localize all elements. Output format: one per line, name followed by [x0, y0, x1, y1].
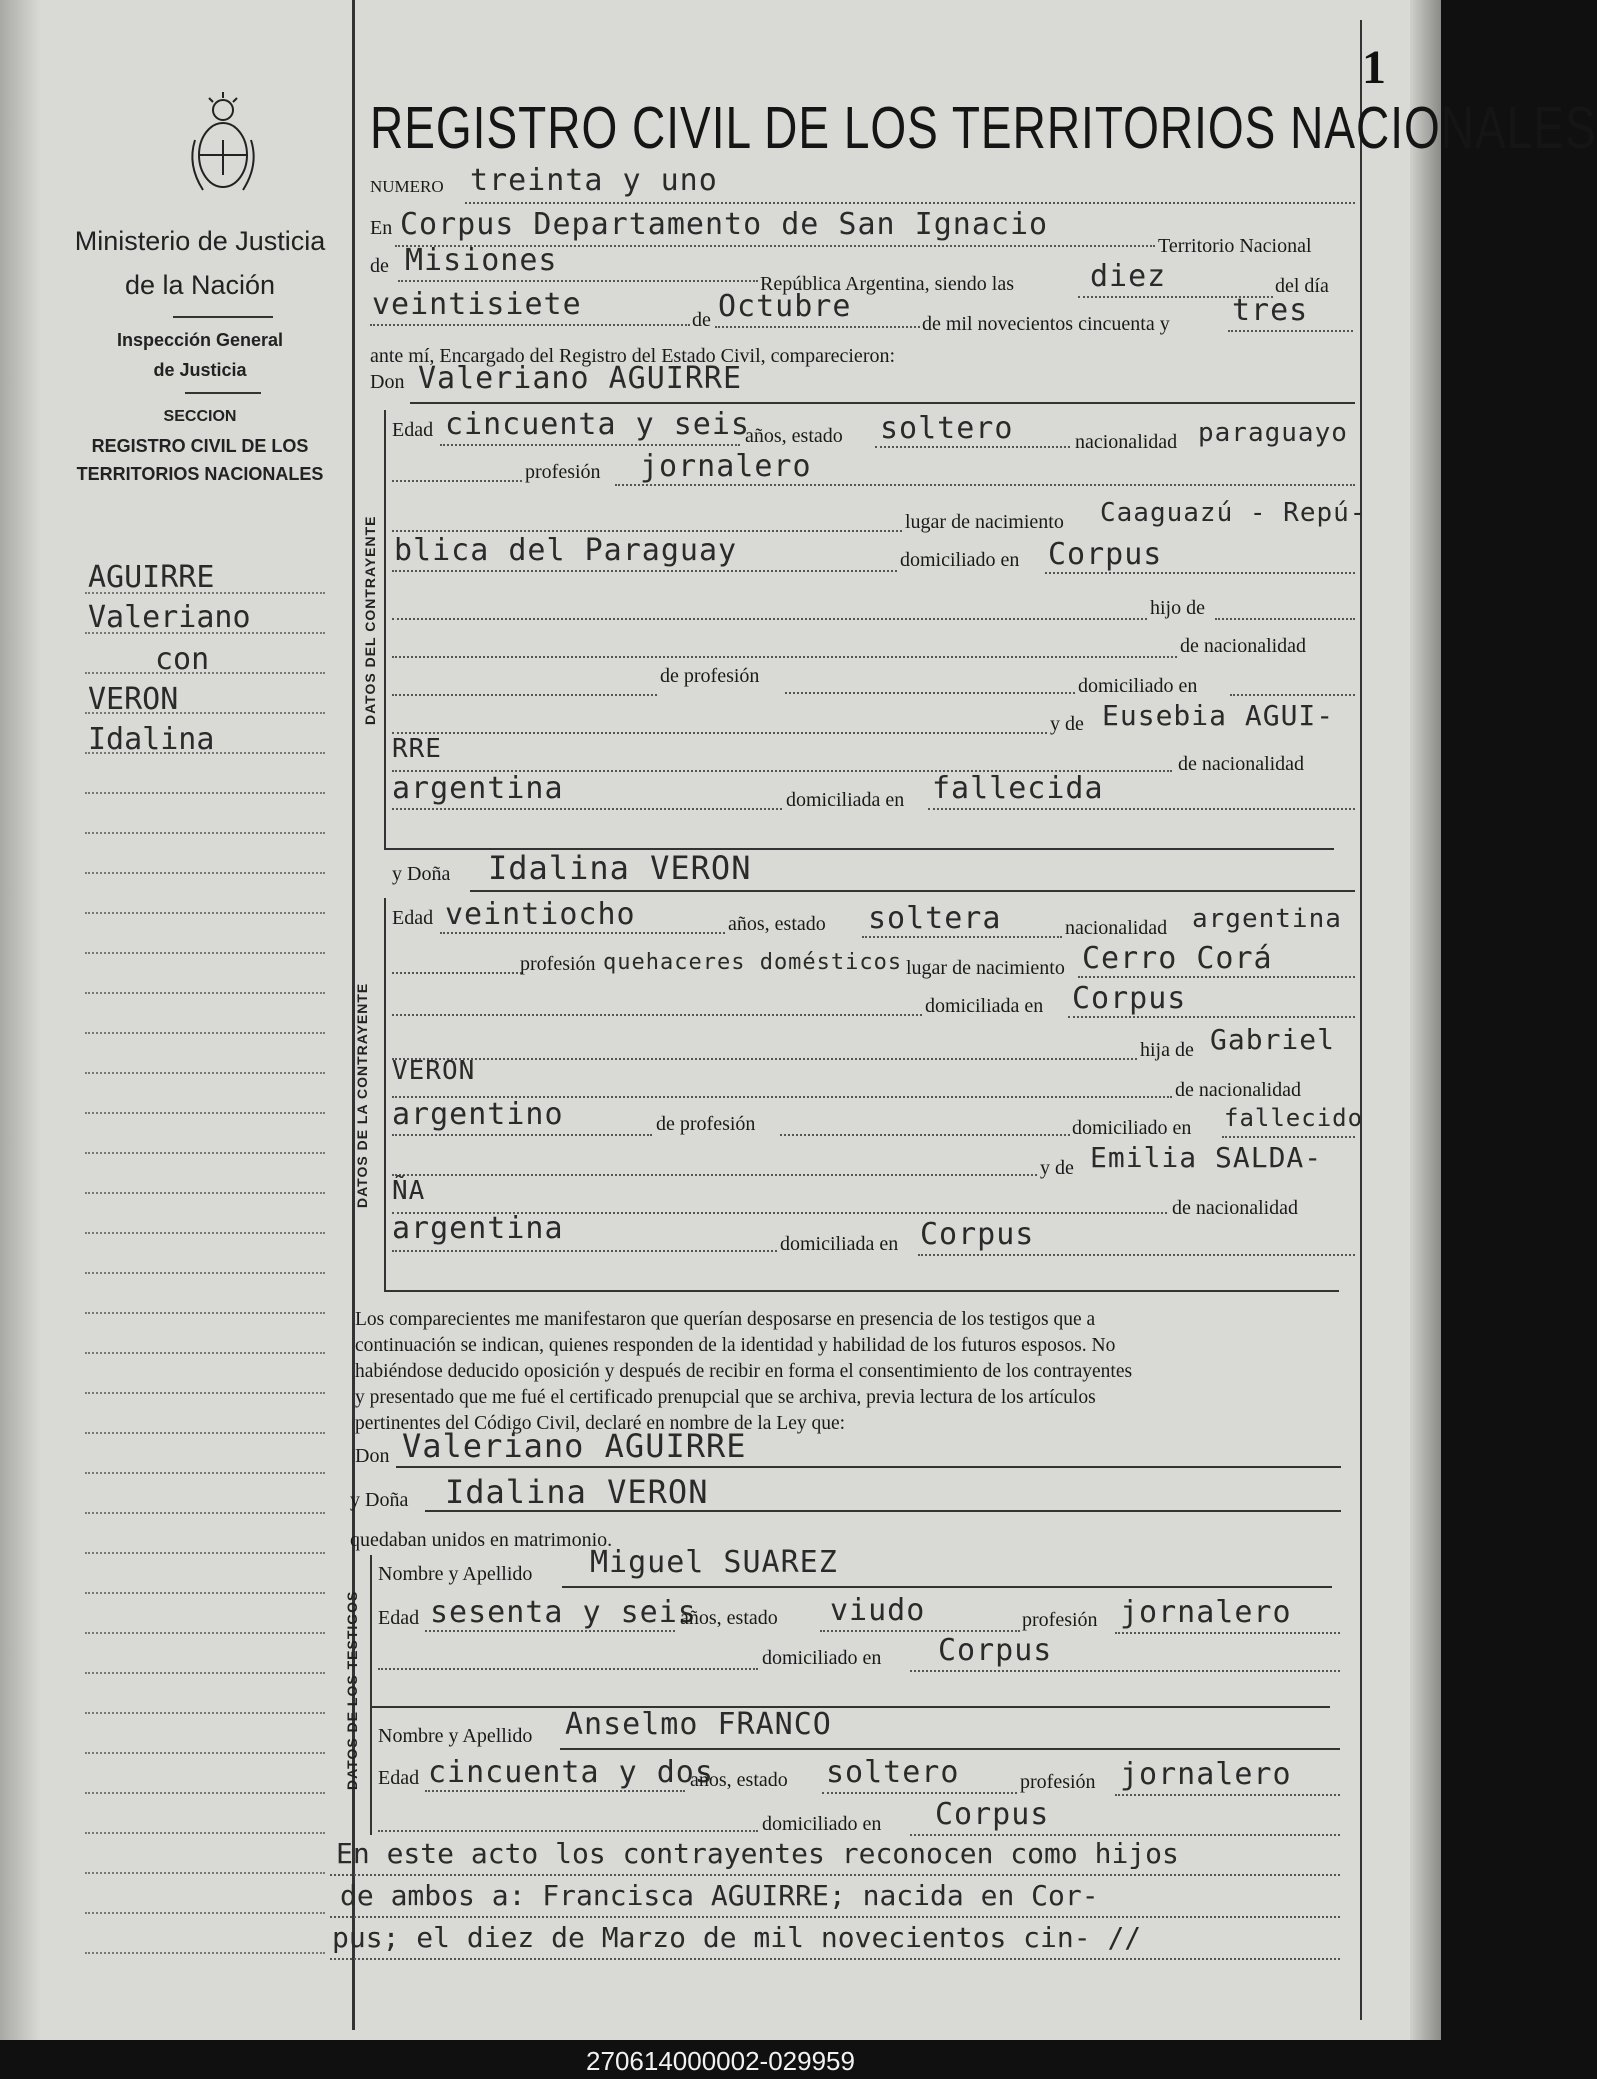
- sidebar-rule: [85, 1312, 325, 1314]
- en-label: En: [370, 217, 393, 239]
- en-value: Corpus Departamento de San Ignacio: [400, 207, 1049, 242]
- anio-line: [1228, 330, 1353, 332]
- profesion-label: profesión: [525, 461, 601, 483]
- domiciliada-label: domiciliada en: [786, 789, 905, 811]
- declaracion-line1: Los comparecientes me manifestaron que querían desposarse en presencia de los testigos que a: [355, 1309, 1096, 1330]
- dia-line: [370, 324, 690, 326]
- hija-label: hija de: [1140, 1039, 1194, 1061]
- de-profesion-f-label: de profesión: [656, 1113, 756, 1135]
- t1-edad: sesenta y seis: [430, 1595, 697, 1630]
- madre-nac-line: [392, 808, 782, 810]
- de-label-2: de: [692, 309, 711, 331]
- contrayente-nacionalidad: paraguayo: [1198, 418, 1348, 448]
- sidebar-rule: [85, 1432, 325, 1434]
- contrayente-nombre: Valeriano AGUIRRE: [418, 361, 743, 396]
- declaracion-line4: y presentado que me fué el certificado prenupcial que se archiva, previa lectura de los artículos: [355, 1387, 1096, 1408]
- decl-don-value: Valeriano AGUIRRE: [402, 1427, 747, 1465]
- sidebar-name-5: Idalina: [88, 722, 215, 757]
- nota-line-rule-2: [330, 1916, 1340, 1918]
- profesion-f-label: profesión: [520, 953, 596, 975]
- ante-label: ante mí, Encargado del Registro del Estado Civil, comparecieron:: [370, 345, 896, 367]
- estado-line: [875, 446, 1070, 448]
- lugar2-line: [392, 570, 897, 572]
- sidebar-rule: [85, 1152, 325, 1154]
- t1-estado: viudo: [830, 1593, 926, 1628]
- profesion-line: [615, 484, 1355, 486]
- t2-dom-lead: [378, 1830, 758, 1832]
- contrayente-madre: Eusebia AGUI-: [1102, 699, 1335, 732]
- decl-dona-line: [425, 1510, 1341, 1512]
- sidebar-rule: [85, 1832, 325, 1834]
- sidebar-rule: [85, 1472, 325, 1474]
- padre-prof-line: [785, 692, 1075, 694]
- contrayente-madre-nac: argentina: [392, 771, 564, 806]
- contrayente-f-madre: Emilia SALDA-: [1090, 1141, 1323, 1174]
- nota-line-rule-1: [330, 1874, 1340, 1876]
- lugar-f-line: [1078, 976, 1355, 978]
- sidebar-rule: [85, 952, 325, 954]
- t1-domicilio: Corpus: [938, 1633, 1053, 1668]
- de-label: de: [370, 255, 389, 277]
- t2-estado-line: [822, 1792, 1017, 1794]
- contrayente-f-profesion: quehaceres domésticos: [603, 950, 903, 975]
- de-nacionalidad-f-label-2: de nacionalidad: [1172, 1197, 1299, 1219]
- binding-shadow: [0, 0, 40, 2040]
- lugar-f-label: lugar de nacimiento: [906, 957, 1065, 979]
- domicilio-f-line: [1068, 1016, 1355, 1018]
- sidebar-rule: [85, 1912, 325, 1914]
- padre-prof-f-line: [780, 1134, 1070, 1136]
- sidebar-rule: [85, 1872, 325, 1874]
- t2-nombre-line: [560, 1748, 1340, 1750]
- domiciliada-f-label: domiciliada en: [925, 995, 1044, 1017]
- page-edge: [1410, 0, 1441, 2040]
- decl-dona-label: y Doña: [350, 1489, 409, 1511]
- t1-nombre-line: [562, 1586, 1332, 1588]
- t2-estado: soltero: [826, 1755, 960, 1790]
- mil-label: de mil novecientos cincuenta y: [922, 313, 1170, 335]
- sidebar-rule: [85, 592, 325, 594]
- contrayente-lugar: Caaguazú - Repú-: [1100, 498, 1367, 528]
- sidebar-rule: [85, 1712, 325, 1714]
- republica-label: República Argentina, siendo las: [760, 273, 1015, 295]
- footer-id: 270614000002-029959: [586, 2046, 855, 2076]
- mes-line: [715, 326, 920, 328]
- sidebar-rule: [85, 1792, 325, 1794]
- y-de-label: y de: [1050, 713, 1084, 735]
- padre-line: [392, 656, 1177, 658]
- estado-f-line: [862, 936, 1062, 938]
- profesion-f-lead: [392, 972, 522, 974]
- testigos-section-label: DATOS DE LOS TESTIGOS: [344, 1590, 360, 1790]
- sidebar-rule: [85, 872, 325, 874]
- numero-label: NUMERO: [370, 177, 444, 196]
- ministry-line1: Ministerio de Justicia: [74, 226, 326, 256]
- right-border: [1360, 20, 1362, 2020]
- contrayente-madre-2: RRE: [392, 734, 442, 764]
- hija-lead: [392, 1058, 1137, 1060]
- contrayente-f-edad: veintiocho: [445, 897, 636, 932]
- sidebar-rule: [85, 912, 325, 914]
- sidebar-rule: [85, 632, 325, 634]
- sidebar-rule: [85, 1952, 325, 1954]
- t2-edad-line: [425, 1790, 685, 1792]
- t2-nombre: Anselmo FRANCO: [565, 1707, 832, 1742]
- numero-value: treinta y uno: [470, 163, 718, 198]
- t2-dom-line: [910, 1834, 1340, 1836]
- sidebar-rule: [85, 1632, 325, 1634]
- t2-profesion: jornalero: [1120, 1757, 1292, 1792]
- sidebar-rule: [85, 712, 325, 714]
- dona-line: [470, 890, 1355, 892]
- contrayente-f-domicilio: Corpus: [1072, 981, 1187, 1016]
- y-de-f-lead: [392, 1174, 1037, 1176]
- sidebar-rule: [85, 1552, 325, 1554]
- contrayente-f-estado: soltera: [868, 901, 1002, 936]
- contrayente-lugar-2: blica del Paraguay: [394, 533, 738, 568]
- sidebar-name-1: AGUIRRE: [88, 560, 215, 595]
- t1-anios-label: años, estado: [680, 1607, 778, 1629]
- coat-of-arms-icon: [183, 90, 263, 200]
- t2-nombre-label: Nombre y Apellido: [378, 1725, 533, 1747]
- nota-line-rule-3: [330, 1958, 1340, 1960]
- dona-label: y Doña: [392, 863, 451, 885]
- t2-profesion-label: profesión: [1020, 1771, 1096, 1793]
- del-dia-label: del día: [1275, 275, 1329, 297]
- madre-dom-f-line: [918, 1254, 1355, 1256]
- anios-label: años, estado: [745, 425, 843, 447]
- anios-f-label: años, estado: [728, 913, 826, 935]
- hijo-line: [1215, 618, 1355, 620]
- nota-line1: En este acto los contrayentes reconocen como hijos: [336, 1837, 1179, 1870]
- contrayente-f-madre-dom: Corpus: [920, 1217, 1035, 1252]
- domiciliado-label-2: domiciliado en: [1078, 675, 1198, 697]
- domiciliada-f-label-2: domiciliada en: [780, 1233, 899, 1255]
- hijo-label: hijo de: [1150, 597, 1205, 619]
- declaracion-line5: pertinentes del Código Civil, declaré en nombre de la Ley que:: [355, 1413, 846, 1434]
- quedaban-text: quedaban unidos en matrimonio.: [350, 1529, 613, 1551]
- domiciliado-f-label: domiciliado en: [1072, 1117, 1192, 1139]
- sidebar-rule: [85, 1752, 325, 1754]
- de-nacionalidad-label-m: de nacionalidad: [1178, 753, 1305, 775]
- de-line: [398, 280, 758, 282]
- t2-domicilio: Corpus: [935, 1797, 1050, 1832]
- t2-domiciliado-label: domiciliado en: [762, 1813, 882, 1835]
- sidebar-name-4: VERON: [88, 682, 179, 717]
- nacionalidad-label: nacionalidad: [1075, 431, 1178, 453]
- sidebar-rule: [85, 752, 325, 754]
- edad-f-label: Edad: [392, 907, 434, 929]
- padre-dom-line: [1230, 694, 1355, 696]
- contrayente-f-madre-2: ÑA: [392, 1176, 426, 1206]
- domicilio-line: [1045, 572, 1355, 574]
- t1-estado-line: [820, 1630, 1020, 1632]
- t1-domiciliado-label: domiciliado en: [762, 1647, 882, 1669]
- profesion-lead-line: [392, 480, 522, 482]
- decl-don-label: Don: [355, 1445, 390, 1467]
- inspection-line2: de Justicia: [153, 360, 247, 380]
- edad-label: Edad: [392, 419, 434, 441]
- t1-nombre: Miguel SUAREZ: [590, 1545, 838, 1580]
- de-profesion-label: de profesión: [660, 665, 760, 687]
- edad-line: [440, 444, 740, 446]
- decl-dona-value: Idalina VERON: [445, 1473, 709, 1511]
- t1-nombre-label: Nombre y Apellido: [378, 1563, 533, 1585]
- section-line2: REGISTRO CIVIL DE LOS: [91, 436, 309, 456]
- document-title: REGISTRO CIVIL DE LOS TERRITORIOS NACIONALES: [370, 93, 1597, 161]
- inspection-line1: Inspección General: [116, 330, 284, 350]
- declaracion-line3: habiéndose deducido oposición y después de recibir en forma el consentimiento de los contrayentes: [355, 1361, 1133, 1382]
- sidebar-rule: [85, 1512, 325, 1514]
- contrayente-f-nacionalidad: argentina: [1192, 904, 1342, 934]
- y-de-lead-line: [392, 732, 1047, 734]
- sidebar-rule: [85, 1272, 325, 1274]
- don-label: Don: [370, 371, 405, 393]
- section-line3: TERRITORIOS NACIONALES: [76, 464, 324, 484]
- contrayente-f-lugar: Cerro Corá: [1082, 941, 1273, 976]
- sidebar-rule: [85, 1392, 325, 1394]
- domiciliado-label: domiciliado en: [900, 549, 1020, 571]
- testigos-bracket: [370, 1555, 372, 1835]
- sidebar-rule: [85, 1672, 325, 1674]
- t2-profesion-line: [1115, 1794, 1340, 1796]
- hijo-lead-line: [392, 618, 1147, 620]
- contrayente-madre-dom: fallecida: [932, 771, 1104, 806]
- section-divider: [185, 392, 261, 394]
- declaracion-line2: continuación se indican, quienes responden de la identidad y habilidad de los futuros esposos. No: [355, 1335, 1116, 1356]
- nota-line2: de ambos a: Francisca AGUIRRE; nacida en Cor-: [340, 1879, 1099, 1912]
- nota-line3: pus; el diez de Marzo de mil novecientos cin- //: [332, 1921, 1142, 1954]
- t1-dom-line: [910, 1670, 1340, 1672]
- de-nacionalidad-label: de nacionalidad: [1180, 635, 1307, 657]
- t1-dom-lead: [378, 1668, 758, 1670]
- contrayente-f-padre: Gabriel: [1210, 1023, 1336, 1056]
- lugar-lead-line: [392, 530, 902, 532]
- padre-dom-f-line: [1222, 1136, 1355, 1138]
- t2-anios-label: años, estado: [690, 1769, 788, 1791]
- sidebar-rule: [85, 1072, 325, 1074]
- hora-value: diez: [1090, 259, 1167, 294]
- decl-don-line: [396, 1466, 1341, 1468]
- lugar-label: lugar de nacimiento: [905, 511, 1064, 533]
- t1-profesion: jornalero: [1120, 1595, 1292, 1630]
- edad-f-line: [440, 932, 725, 934]
- t1-profesion-line: [1115, 1632, 1340, 1634]
- section-line1: SECCION: [163, 408, 237, 425]
- sidebar-name-2: Valeriano: [88, 600, 251, 635]
- mes-value: Octubre: [718, 289, 852, 324]
- contrayente-f-madre-nac: argentina: [392, 1211, 564, 1246]
- contrayente-f-padre-dom: fallecido: [1224, 1104, 1364, 1132]
- sidebar-rule: [85, 992, 325, 994]
- madre-dom-line: [928, 808, 1355, 810]
- t2-edad-label: Edad: [378, 1767, 420, 1789]
- contrayente-f-padre-2: VERON: [392, 1056, 476, 1086]
- t1-edad-line: [425, 1630, 675, 1632]
- padre-nac-line: [392, 694, 657, 696]
- contrayente-bracket: [384, 410, 386, 848]
- sidebar-name-3: con: [155, 642, 210, 677]
- page-number: 1: [1362, 41, 1386, 94]
- contrayente-f-section-label: DATOS DE LA CONTRAYENTE: [354, 982, 370, 1208]
- territorio-label: Territorio Nacional: [1158, 235, 1312, 257]
- sidebar-rule: [85, 1592, 325, 1594]
- contrayente-profesion: jornalero: [640, 449, 812, 484]
- contrayente-section-label: DATOS DEL CONTRAYENTE: [362, 515, 378, 725]
- contrayente-f-end-line: [384, 1290, 1339, 1292]
- sidebar-rule: [85, 1352, 325, 1354]
- sidebar-rule: [85, 832, 325, 834]
- contrayente-f-bracket: [384, 898, 386, 1290]
- ministry-line2: de la Nación: [124, 270, 276, 300]
- contrayente-f-nombre: Idalina VERON: [488, 849, 752, 887]
- madre-nac-f-line: [392, 1250, 777, 1252]
- t2-edad: cincuenta y dos: [428, 1755, 714, 1790]
- sidebar-rule: [85, 672, 325, 674]
- contrayente-domicilio: Corpus: [1048, 537, 1163, 572]
- sidebar-rule: [85, 1032, 325, 1034]
- sidebar-rule: [85, 1112, 325, 1114]
- anio-value: tres: [1232, 293, 1309, 328]
- de-nacionalidad-f-label: de nacionalidad: [1175, 1079, 1302, 1101]
- contrayente-estado: soltero: [880, 411, 1014, 446]
- t1-edad-label: Edad: [378, 1607, 420, 1629]
- sidebar-rule: [85, 792, 325, 794]
- don-line: [410, 402, 1355, 404]
- nacionalidad-f-label: nacionalidad: [1065, 917, 1168, 939]
- sidebar-rule: [85, 1192, 325, 1194]
- padre-nac-f-line: [392, 1134, 652, 1136]
- contrayente-f-padre-nac: argentino: [392, 1097, 564, 1132]
- y-de-f-label: y de: [1040, 1157, 1074, 1179]
- contrayente-edad: cincuenta y seis: [445, 407, 750, 442]
- ministry-divider: [173, 316, 273, 318]
- dia-value: veintisiete: [372, 287, 582, 322]
- t1-end-line: [370, 1706, 1330, 1708]
- domiciliada-f-lead: [392, 1014, 922, 1016]
- t1-profesion-label: profesión: [1022, 1609, 1098, 1631]
- numero-line: [465, 202, 1355, 204]
- sidebar-rule: [85, 1232, 325, 1234]
- de-value: Misiones: [405, 243, 558, 278]
